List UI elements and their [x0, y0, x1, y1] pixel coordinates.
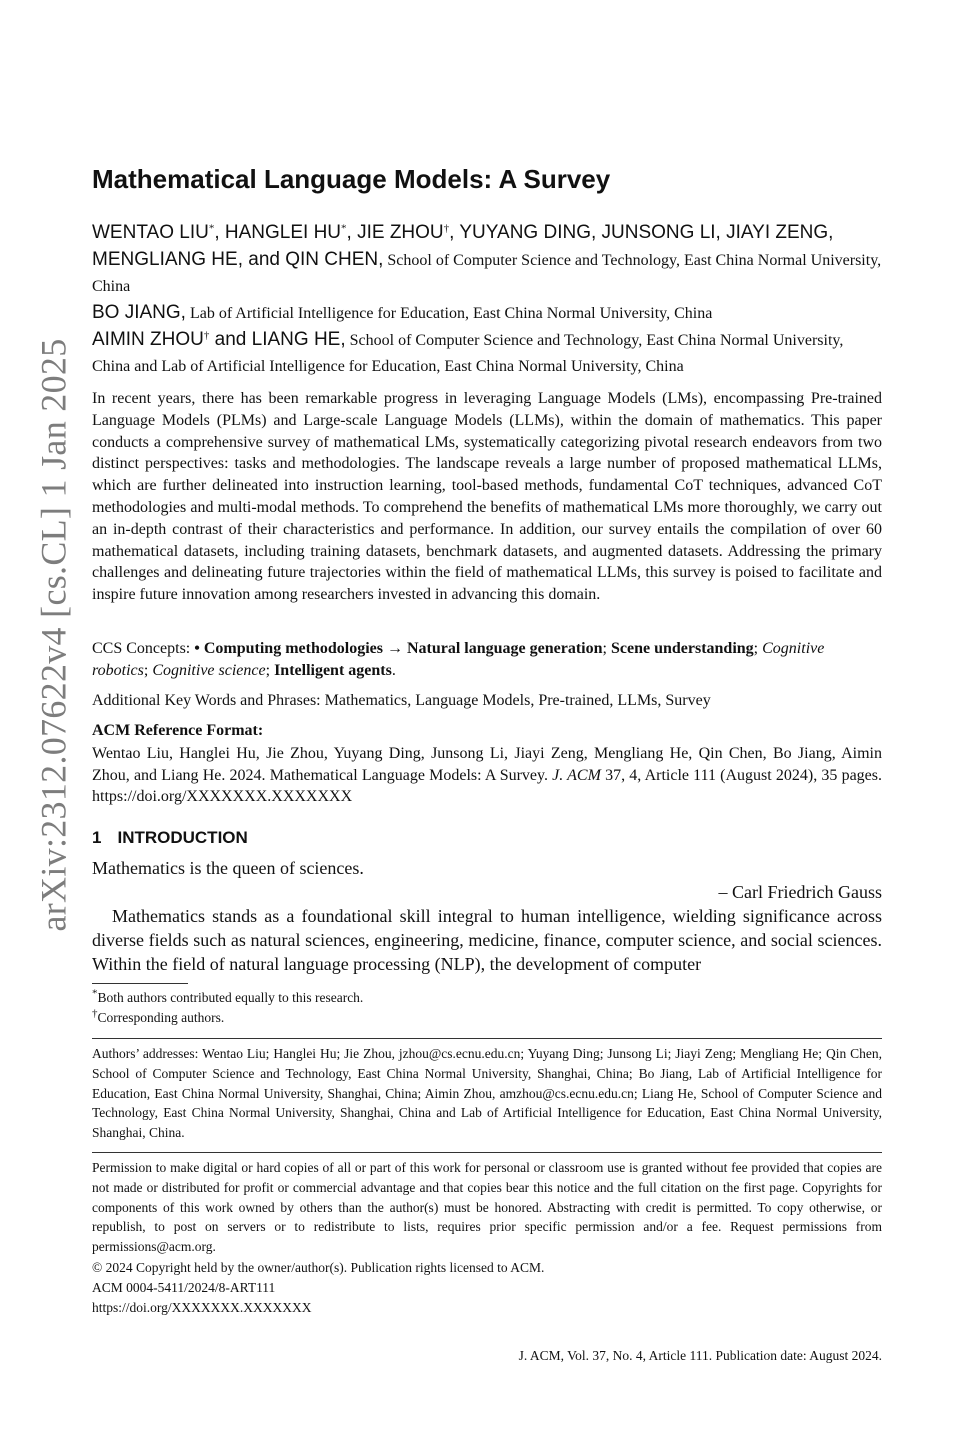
reference-text: Wentao Liu, Hanglei Hu, Jie Zhou, Yuyang Ding, Junsong Li, Jiayi Zeng, Mengliang He, Qin Chen, Bo Jiang, Aimin Zhou, and Liang He. 2024. Mathematical Language Models: A Survey. [92, 745, 882, 784]
author-group-3 [92, 327, 882, 380]
copyright-notice: © 2024 Copyright held by the owner/author(s). Publication rights licensed to ACM. [92, 1260, 545, 1275]
author-affiliation: Lab of Artificial Intelligence for Education, East China Normal University, China [185, 305, 713, 322]
reference-format-heading: ACM Reference Format: [92, 722, 264, 739]
ccs-concept: Intelligent agents [274, 662, 392, 679]
corresponding-mark: † [443, 222, 450, 235]
paper-title: Mathematical Language Models: A Survey [92, 164, 611, 194]
journal-name: J. ACM [552, 766, 601, 784]
epigraph-attribution: – Carl Friedrich Gauss [718, 882, 882, 902]
ccs-separator: ; [602, 640, 611, 657]
footnote-corresponding [92, 1007, 225, 1026]
reference-format [92, 743, 882, 808]
section-title: INTRODUCTION [117, 828, 248, 847]
addresses-divider [92, 1038, 882, 1039]
ccs-separator: ; [143, 662, 153, 679]
ccs-separator: . [391, 662, 396, 679]
footnote-divider [92, 983, 188, 984]
ccs-concept: Computing methodologies → Natural language generation [203, 640, 603, 657]
author-block [92, 220, 882, 380]
author-names: , HANGLEI HU [214, 222, 342, 243]
author-group-1 [92, 220, 882, 300]
page-footer: J. ACM, Vol. 37, No. 4, Article 111. Publication date: August 2024. [518, 1348, 882, 1363]
footnote-text: Corresponding authors. [97, 1010, 225, 1025]
doi-link[interactable]: https://doi.org/XXXXXXX.XXXXXXX [92, 1300, 312, 1315]
ccs-separator: ; [265, 662, 275, 679]
ccs-label: CCS Concepts: [92, 640, 195, 657]
ccs-concepts [92, 638, 882, 682]
author-names: , JIE ZHOU [346, 222, 444, 243]
ccs-separator: ; [753, 640, 763, 657]
epigraph-quote: Mathematics is the queen of sciences. [92, 858, 364, 878]
permission-divider [92, 1152, 882, 1153]
ccs-concept: Cognitive science [152, 662, 266, 679]
abstract: In recent years, there has been remarkable progress in leveraging Language Models (LMs), encompassing Pre-trained Language Models (PLMs) and Large-scale Language Models (LLMs), within the domain of mathematics. This paper conducts a comprehensive survey of mathematical LMs, systematically categorizing pivotal research endeavors from two distinct perspectives: tasks and methodologies. The landscape reveals a large number of proposed mathematical LLMs, which are further delineated into instruction learning, tool-based methods, fundamental CoT techniques, advanced CoT methodologies and multi-modal methods. To comprehend the benefits of mathematical LMs more thoroughly, we carry out an in-depth contrast of their characteristics and performance. In addition, our survey entails the compilation of over 60 mathematical datasets, including training datasets, benchmark datasets, and augmented datasets. Addressing the primary challenges and delineating future trajectories within the field of mathematical LLMs, this survey is poised to facilitate and inspire future innovation among researchers invested in advancing this domain. [92, 390, 882, 604]
ccs-bullet: • [194, 640, 204, 657]
equal-contrib-mark: * [208, 222, 215, 235]
arxiv-id: arXiv:2312.07622v4 [cs.CL] 1 Jan 2025 [34, 338, 74, 932]
author-affiliation: School of Computer Science and Technology, East China Normal University, China and Lab of Artificial Intelligence for Education, East China Normal University, China [92, 332, 844, 375]
footnote-mark: † [92, 1007, 98, 1020]
author-names: BO JIANG, [92, 302, 186, 323]
footnote-mark: * [92, 987, 98, 1000]
keywords: Additional Key Words and Phrases: Mathematics, Language Models, Pre-trained, LLMs, Survey [92, 692, 711, 709]
permission-notice: Permission to make digital or hard copies of all or part of this work for personal or classroom use is granted without fee provided that copies are not made or distributed for profit or commercial advantage and that copies bear this notice and the full citation on the first page. Copyrights for components of this work owned by others than the author(s) must be honored. Abstracting with credit is permitted. To copy otherwise, or republish, to post on servers or to redistribute to lists, requires prior specific permission and/or a fee. Request permissions from permissions@acm.org. [92, 1160, 882, 1255]
corresponding-mark: † [203, 329, 210, 342]
author-names: AIMIN ZHOU [92, 329, 204, 350]
author-names: WENTAO LIU [92, 222, 209, 243]
ccs-concept: Cognitive robotics [92, 640, 825, 679]
reference-text: 37, 4, Article 111 (August 2024), 35 pages. https://doi.org/XXXXXXX.XXXXXXX [92, 766, 882, 805]
acm-code: ACM 0004-5411/2024/8-ART111 [92, 1280, 276, 1295]
author-addresses: Authors’ addresses: Wentao Liu; Hanglei Hu; Jie Zhou, jzhou@cs.ecnu.edu.cn; Yuyang Ding; Junsong Li; Jiayi Zeng; Mengliang He; Qin Chen, School of Computer Science and Technology, East China Normal University, Shanghai, China; Bo Jiang, Lab of Artificial Intelligence for Education, East China Normal University, Shanghai, China; Aimin Zhou, amzhou@cs.ecnu.edu.cn; Liang He, School of Computer Science and Technology, East China Normal University, Shanghai, China and Lab of Artificial Intelligence for Education, East China Normal University, Shanghai, China. [92, 1046, 882, 1141]
ccs-concept: Scene understanding [610, 640, 754, 657]
section-number: 1 [92, 828, 102, 847]
author-names: , YUYANG DING, JUNSONG LI, JIAYI ZENG, MENGLIANG HE, and QIN CHEN, [92, 222, 834, 270]
intro-paragraph: Mathematics stands as a foundational skill integral to human intelligence, wielding significance across diverse fields such as natural sciences, engineering, medicine, finance, computer science, and social sciences. Within the field of natural language processing (NLP), the development of computer [92, 906, 882, 974]
footnote-text: Both authors contributed equally to this research. [97, 990, 364, 1005]
equal-contrib-mark: * [341, 222, 347, 235]
section-heading [92, 828, 248, 848]
author-group-2 [92, 300, 882, 327]
footnote-equal-contrib [92, 987, 364, 1006]
arxiv-sidebar-stamp [28, 300, 80, 970]
author-names: and LIANG HE, [209, 329, 346, 350]
author-affiliation: School of Computer Science and Technology, East China Normal University, China [92, 252, 882, 295]
